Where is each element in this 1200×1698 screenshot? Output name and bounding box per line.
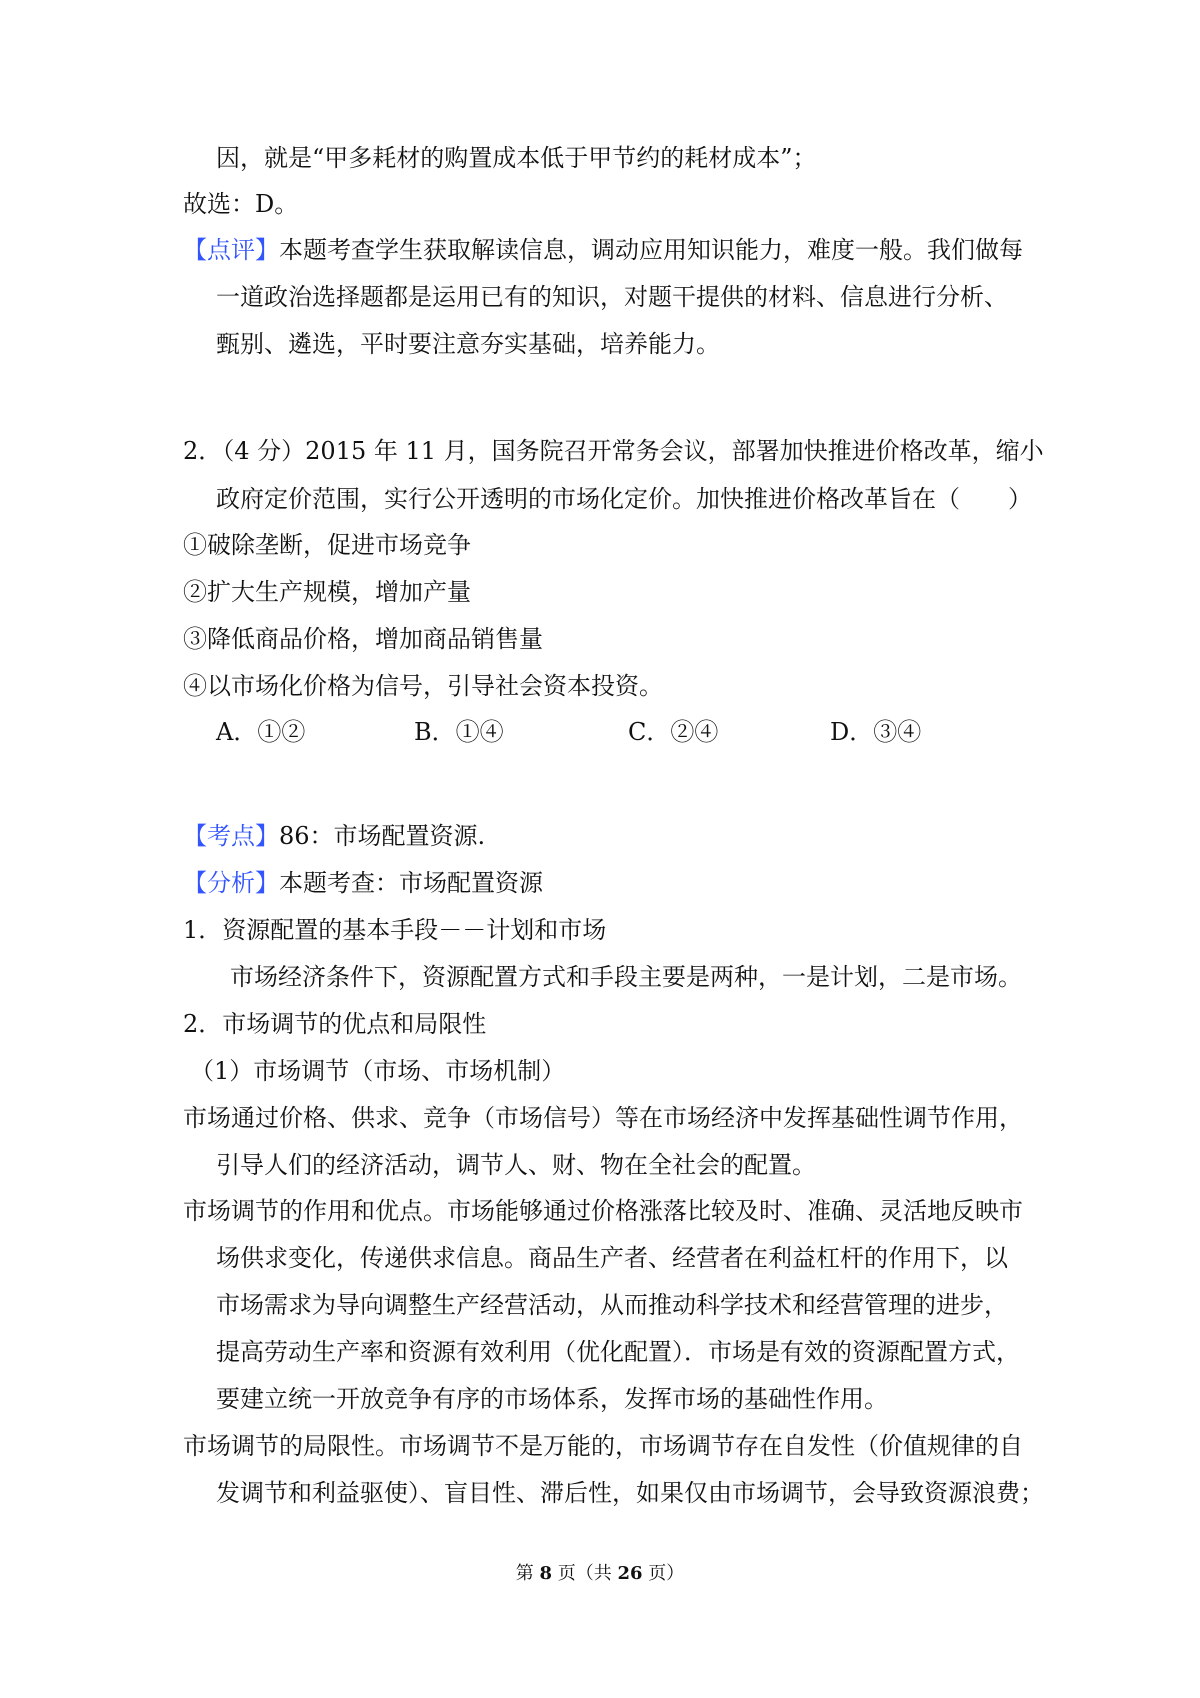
question-stem: 政府定价范围，实行公开透明的市场化定价。加快推进价格改革旨在（ ） xyxy=(216,485,1032,513)
kaodian-line xyxy=(183,820,485,852)
text-line: 一道政治选择题都是运用已有的知识，对题干提供的材料、信息进行分析、 xyxy=(216,283,1008,311)
question-item: ①破除垄断，促进市场竞争 xyxy=(183,531,471,559)
fenxi-text: 本题考查：市场配置资源 xyxy=(279,869,543,897)
subsection-title: （1）市场调节（市场、市场机制） xyxy=(190,1057,566,1085)
text-line: 提高劳动生产率和资源有效利用（优化配置）．市场是有效的资源配置方式， xyxy=(216,1338,1020,1366)
section-title: 1．资源配置的基本手段－－计划和市场 xyxy=(183,916,607,944)
footer-middle: 页（共 xyxy=(552,1563,618,1584)
text-line: 引导人们的经济活动，调节人、财、物在全社会的配置。 xyxy=(216,1151,816,1179)
footer-suffix: 页） xyxy=(642,1563,685,1584)
text-line: 发调节和利益驱使）、盲目性、滞后性，如果仅由市场调节，会导致资源浪费； xyxy=(216,1479,1044,1507)
text-line: 市场调节的局限性。市场调节不是万能的，市场调节存在自发性（价值规律的自 xyxy=(183,1432,1023,1460)
text-line: 甄别、遴选，平时要注意夯实基础，培养能力。 xyxy=(216,330,720,358)
fenxi-line xyxy=(183,867,543,899)
review-text: 本题考查学生获取解读信息，调动应用知识能力，难度一般。我们做每 xyxy=(279,236,1023,264)
kaodian-tag: 【考点】 xyxy=(183,822,279,850)
section-title: 2．市场调节的优点和局限性 xyxy=(183,1010,487,1038)
question-stem: 2．（4 分）2015 年 11 月，国务院召开常务会议，部署加快推进价格改革，缩小 xyxy=(183,437,1044,465)
text-line: 要建立统一开放竞争有序的市场体系，发挥市场的基础性作用。 xyxy=(216,1385,888,1413)
text-line: 市场通过价格、供求、竞争（市场信号）等在市场经济中发挥基础性调节作用， xyxy=(183,1104,1023,1132)
review-line xyxy=(183,234,1023,266)
text-line: 因，就是“甲多耗材的购置成本低于甲节约的耗材成本”； xyxy=(216,144,817,172)
text-line: 市场需求为导向调整生产经营活动，从而推动科学技术和经营管理的进步， xyxy=(216,1291,1008,1319)
footer-page-number: 8 xyxy=(539,1563,552,1584)
option-a: A．①② xyxy=(216,718,306,746)
question-item: ④以市场化价格为信号，引导社会资本投资。 xyxy=(183,672,663,700)
question-item: ③降低商品价格，增加商品销售量 xyxy=(183,625,543,653)
page-footer xyxy=(0,1562,1200,1586)
option-d: D．③④ xyxy=(830,718,922,746)
answer-line: 故选：D。 xyxy=(183,190,299,218)
text-line: 市场经济条件下，资源配置方式和手段主要是两种，一是计划，二是市场。 xyxy=(230,963,1022,991)
footer-total-pages: 26 xyxy=(617,1563,643,1584)
footer-prefix: 第 xyxy=(515,1563,540,1584)
question-item: ②扩大生产规模，增加产量 xyxy=(183,578,471,606)
kaodian-text: 86：市场配置资源. xyxy=(279,822,486,850)
fenxi-tag: 【分析】 xyxy=(183,869,279,897)
text-line: 场供求变化，传递供求信息。商品生产者、经营者在利益杠杆的作用下，以 xyxy=(216,1244,1008,1272)
review-tag: 【点评】 xyxy=(183,236,279,264)
text-line: 市场调节的作用和优点。市场能够通过价格涨落比较及时、准确、灵活地反映市 xyxy=(183,1197,1023,1225)
option-b: B．①④ xyxy=(414,718,504,746)
option-c: C．②④ xyxy=(628,718,719,746)
